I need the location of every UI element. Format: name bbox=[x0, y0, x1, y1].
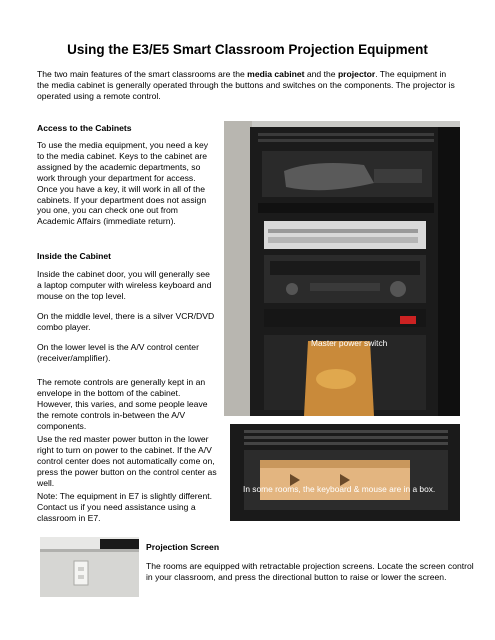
heading-access: Access to the Cabinets bbox=[37, 123, 132, 133]
intro-text-2: . The equipment in the media cabinet is generally operated through the buttons and switches on the components. The projector is operated using a remote control. bbox=[37, 69, 455, 101]
access-paragraph: To use the media equipment, you need a key to the media cabinet. Keys to the cabinet are assigned by the academic departments, so work through your department for access. Once you have a key, it will work in all of the cabinets. If your department does not assign you one, you can check one out from Academic Affairs (immediate return). bbox=[37, 140, 209, 227]
projection-screen-paragraph: The rooms are equipped with retractable projection screens. Locate the screen control in your classroom, and press the directional button to raise or lower the screen. bbox=[146, 561, 474, 582]
heading-inside: Inside the Cabinet bbox=[37, 251, 112, 261]
inside-paragraph-1: Inside the cabinet door, you will generally see a laptop computer with wireless keyboard and mouse on the top level. bbox=[37, 269, 212, 301]
screen-control-illustration bbox=[40, 537, 139, 597]
intro-bold-media-cabinet: media cabinet bbox=[247, 69, 305, 79]
inside-paragraph-2: On the middle level, there is a silver VCR/DVD combo player. bbox=[37, 311, 215, 332]
inside-paragraph-5: Use the red master power button in the lower right to turn on power to the cabinet. If the A/V control center does not automatically come on, press the power button on the control center as well. bbox=[37, 434, 217, 488]
inside-paragraph-4: The remote controls are generally kept in an envelope in the bottom of the cabinet. However, this varies, and some people leave the remote controls in-between the A/V components. bbox=[37, 377, 208, 431]
heading-projection-screen: Projection Screen bbox=[146, 542, 220, 552]
keyboard-box-illustration bbox=[230, 424, 460, 521]
intro-text-1: The two main features of the smart classrooms are the bbox=[37, 69, 248, 79]
keyboard-box-photo bbox=[230, 424, 460, 521]
intro-text-and: and the bbox=[304, 69, 338, 79]
intro-bold-projector: projector bbox=[337, 69, 376, 79]
master-power-switch-caption: Master power switch bbox=[311, 338, 388, 348]
intro-paragraph bbox=[37, 69, 457, 102]
inside-paragraph-6: Note: The equipment in E7 is slightly different. Contact us if you need assistance using a classroom in E7. bbox=[37, 491, 212, 523]
page-title: Using the E3/E5 Smart Classroom Projection Equipment bbox=[67, 42, 428, 57]
screen-control-photo bbox=[40, 537, 139, 597]
cabinet-illustration bbox=[224, 121, 460, 416]
media-cabinet-photo bbox=[224, 121, 460, 416]
inside-paragraph-3: On the lower level is the A/V control center (receiver/amplifier). bbox=[37, 342, 199, 363]
keyboard-box-caption: In some rooms, the keyboard & mouse are in a box. bbox=[243, 484, 436, 494]
